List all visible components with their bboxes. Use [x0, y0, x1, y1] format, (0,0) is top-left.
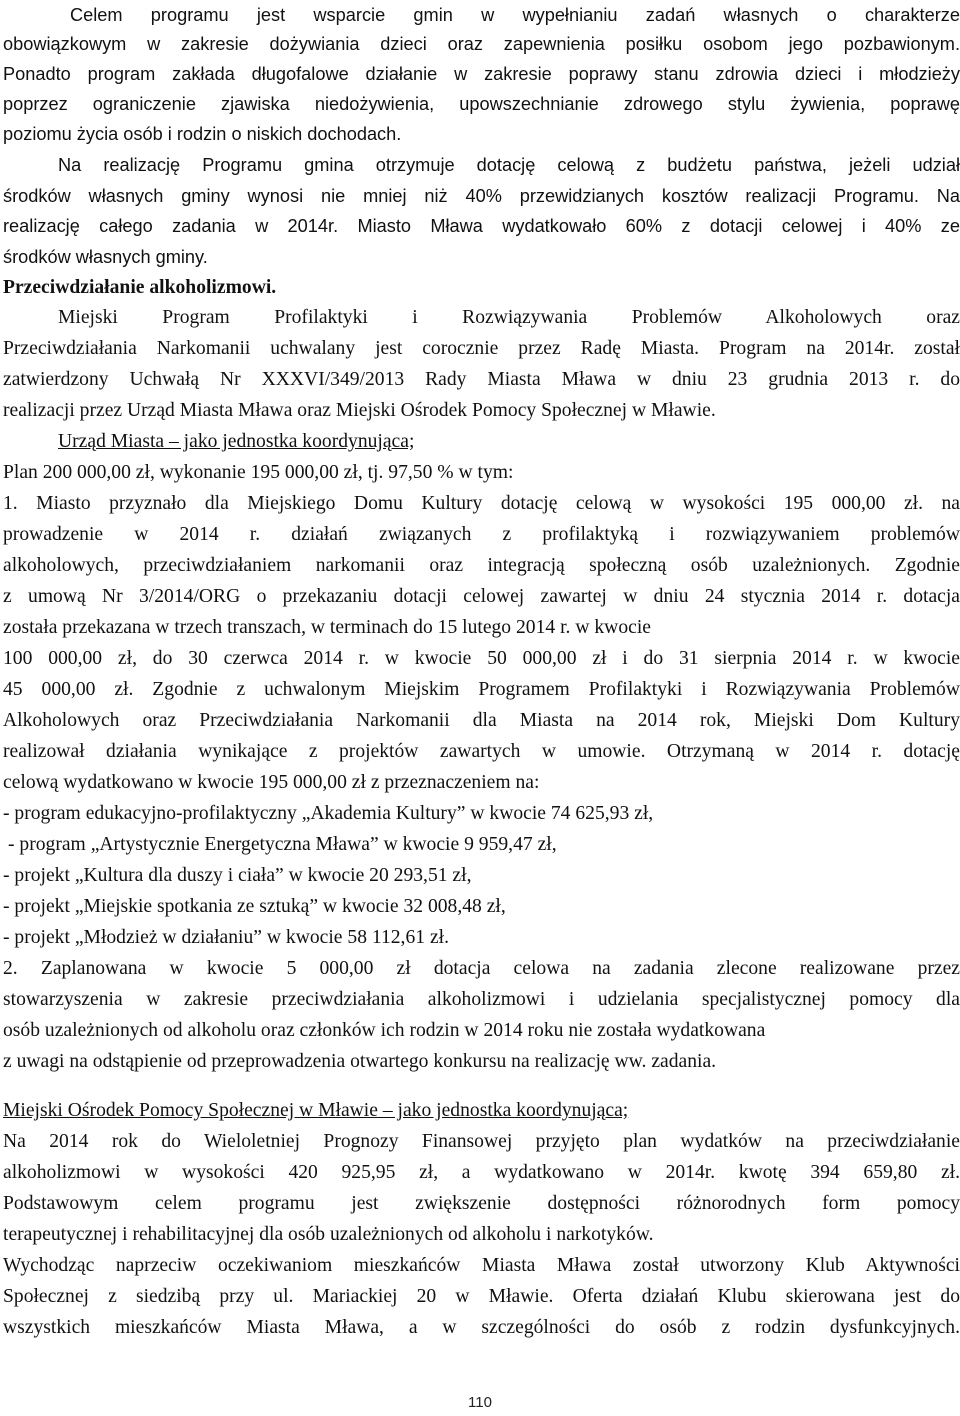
list-item: - program „Artystycznie Energetyczna Mława” w kwocie 9 959,47 zł,: [8, 834, 557, 855]
text-line: alkoholizmowi w wysokości 420 925,95 zł, a wydatkowano w 2014r. kwotę 394 659,80 zł.: [3, 1162, 960, 1183]
subsection-heading: Urząd Miasta – jako jednostka koordynująca;: [58, 431, 415, 452]
text-line: alkoholowych, przeciwdziałaniem narkomanii oraz integracją społeczną osób uzależnionych. Zgodnie: [3, 555, 960, 576]
text-line: Miejski Program Profilaktyki i Rozwiązywania Problemów Alkoholowych oraz: [58, 307, 960, 328]
text-line: Alkoholowych oraz Przeciwdziałania Narkomanii dla Miasta na 2014 rok, Miejski Dom Kultury: [3, 710, 960, 731]
text-line: realizacji przez Urząd Miasta Mława oraz Miejski Ośrodek Pomocy Społecznej w Mławie.: [3, 400, 716, 421]
text-line: terapeutycznej i rehabilitacyjnej dla osób uzależnionych od alkoholu i narkotyków.: [3, 1224, 654, 1245]
list-item: - program edukacyjno-profilaktyczny „Akademia Kultury” w kwocie 74 625,93 zł,: [3, 803, 654, 824]
text-line: celową wydatkowano w kwocie 195 000,00 zł z przeznaczeniem na:: [3, 772, 540, 793]
subsection-heading: Miejski Ośrodek Pomocy Społecznej w Mławie – jako jednostka koordynująca;: [3, 1100, 629, 1121]
text-line: została przekazana w trzech transzach, w terminach do 15 lutego 2014 r. w kwocie: [3, 617, 651, 638]
section-heading: Przeciwdziałanie alkoholizmowi.: [3, 277, 277, 298]
text-line: 100 000,00 zł, do 30 czerwca 2014 r. w kwocie 50 000,00 zł i do 31 sierpnia 2014 r. w kwocie: [3, 648, 960, 669]
text-line: Na 2014 rok do Wieloletniej Prognozy Finansowej przyjęto plan wydatków na przeciwdziałanie: [3, 1131, 960, 1152]
text-line: z uwagi na odstąpienie od przeprowadzenia otwartego konkursu na realizację ww. zadania.: [3, 1051, 717, 1072]
text-line: 1. Miasto przyznało dla Miejskiego Domu Kultury dotację celową w wysokości 195 000,00 zł. na: [3, 493, 960, 514]
text-line: środków własnych gminy.: [3, 247, 208, 267]
text-line: wszystkich mieszkańców Miasta Mława, a w szczególności do osób z rodzin dysfunkcyjnych.: [3, 1317, 960, 1338]
text-line: stowarzyszenia w zakresie przeciwdziałania alkoholizmowi i udzielania specjalistycznej pomocy dla: [3, 989, 960, 1010]
text-line: prowadzenie w 2014 r. działań związanych z profilaktyką i rozwiązywaniem problemów: [3, 524, 960, 545]
text-line: realizację całego zadania w 2014r. Miasto Mława wydatkowało 60% z dotacji celowej i 40% ze: [3, 216, 960, 236]
text-line: realizował działania wynikające z projektów zawartych w umowie. Otrzymaną w 2014 r. dotację: [3, 741, 960, 762]
text-line: poprzez ograniczenie zjawiska niedożywienia, upowszechnianie zdrowego stylu żywienia, poprawę: [3, 94, 960, 114]
list-item: - projekt „Kultura dla duszy i ciała” w kwocie 20 293,51 zł,: [3, 865, 472, 886]
text-line: osób uzależnionych od alkoholu oraz członków ich rodzin w 2014 roku nie została wydatkowana: [3, 1020, 766, 1041]
text-line: Plan 200 000,00 zł, wykonanie 195 000,00 zł, tj. 97,50 % w tym:: [3, 462, 514, 483]
text-line: zatwierdzony Uchwałą Nr XXXVI/349/2013 Rady Miasta Mława w dniu 23 grudnia 2013 r. do: [3, 369, 960, 390]
text-line: 2. Zaplanowana w kwocie 5 000,00 zł dotacja celowa na zadania zlecone realizowane przez: [3, 958, 960, 979]
text-line: Przeciwdziałania Narkomanii uchwalany jest corocznie przez Radę Miasta. Program na 2014r. został: [3, 338, 960, 359]
text-line: Wychodząc naprzeciw oczekiwaniom mieszkańców Miasta Mława został utworzony Klub Aktywności: [3, 1255, 960, 1276]
page-number: 110: [468, 1394, 492, 1411]
text-line: Społecznej z siedzibą przy ul. Mariackiej 20 w Mławie. Oferta działań Klubu skierowana jest do: [3, 1286, 960, 1307]
list-item: - projekt „Miejskie spotkania ze sztuką” w kwocie 32 008,48 zł,: [3, 896, 506, 917]
text-line: poziomu życia osób i rodzin o niskich dochodach.: [3, 124, 402, 144]
list-item: - projekt „Młodzież w działaniu” w kwocie 58 112,61 zł.: [3, 927, 449, 948]
text-line: środków własnych gminy wynosi nie mniej niż 40% przewidzianych kosztów realizacji Programu. Na: [3, 186, 960, 206]
text-line: obowiązkowym w zakresie dożywiania dzieci oraz zapewnienia posiłku osobom jego pozbawionym.: [3, 34, 960, 54]
text-line: Ponadto program zakłada długofalowe działanie w zakresie poprawy stanu zdrowia dzieci i młodzieży: [3, 64, 960, 84]
text-line: Celem programu jest wsparcie gmin w wypełnianiu zadań własnych o charakterze: [70, 5, 960, 25]
text-line: 45 000,00 zł. Zgodnie z uchwalonym Miejskim Programem Profilaktyki i Rozwiązywania Problemów: [3, 679, 960, 700]
text-line: Na realizację Programu gmina otrzymuje dotację celową z budżetu państwa, jeżeli udział: [58, 155, 960, 175]
text-line: Podstawowym celem programu jest zwiększenie dostępności różnorodnych form pomocy: [3, 1193, 960, 1214]
text-line: z umową Nr 3/2014/ORG o przekazaniu dotacji celowej zawartej w dniu 24 stycznia 2014 r. dotacja: [3, 586, 960, 607]
